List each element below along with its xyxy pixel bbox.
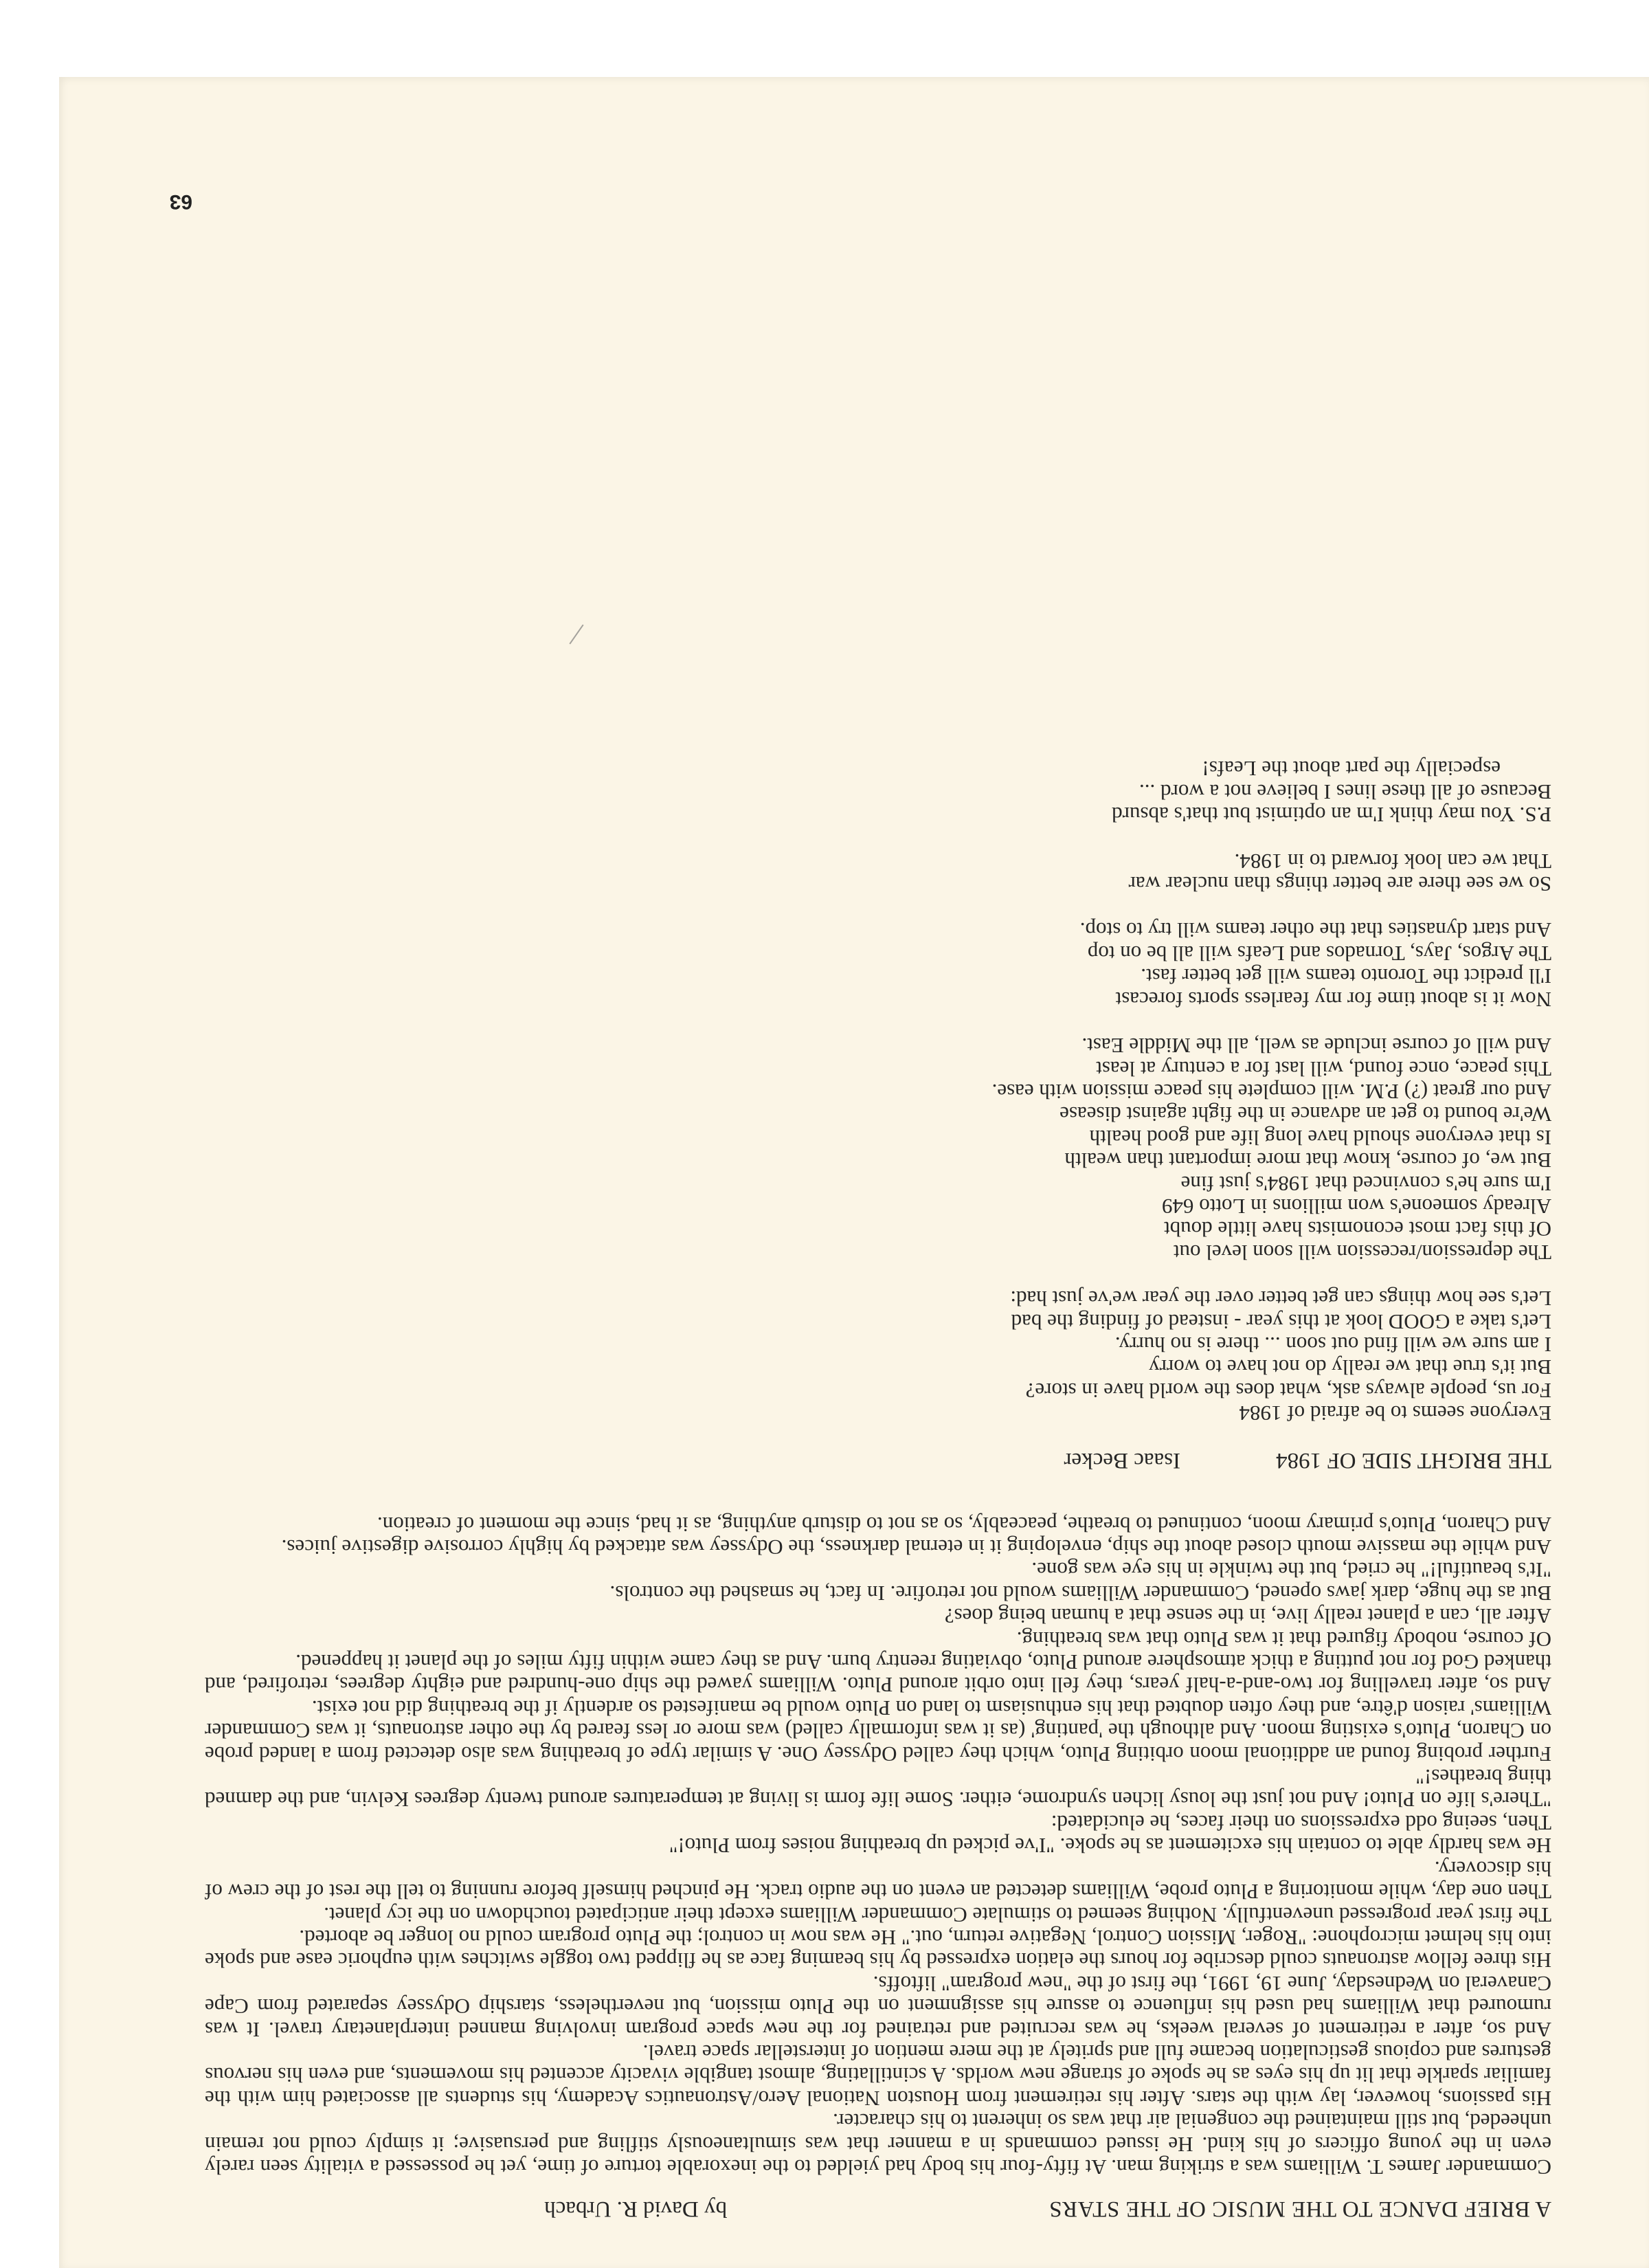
- poem-line: This peace, once found, will last for a century at least: [1096, 1056, 1551, 1081]
- poem-line: Let's see how things can get better over the year we've just had:: [1010, 1287, 1551, 1311]
- story-paragraph: His three fellow astronauts could describe for hours the elation expressed by his beaming face as he flipped two toggle switches with euphoric ease and spoke into his helmet microphone: "Roger, Mission Control, Negative return, out." He was now in control; the Pluto program could no longer be aborted.: [205, 1925, 1551, 1973]
- poem-line: Of this fact most economists have little doubt: [1164, 1217, 1551, 1242]
- story-paragraph: The first year progressed uneventfully. Nothing seemed to stimulate Commander Williams except their anticipated touchdown on the icy planet.: [324, 1902, 1551, 1927]
- story-paragraph: And Charon, Pluto's primary moon, continued to breathe, peaceably, so as not to disturb anything, as it had, since the moment of creation.: [377, 1512, 1551, 1537]
- story-paragraph: After all, can a planet really live, in the sense that a human being does?: [944, 1604, 1551, 1629]
- poem-stanza: [205, 849, 1551, 896]
- poem-line: I'll predict the Toronto teams will get better fast.: [1141, 964, 1551, 989]
- poem-line: And start dynasties that the other teams will try to stop.: [1079, 918, 1551, 943]
- poem-body: [205, 757, 1551, 1425]
- poem-line: For us, people always ask, what does the world have in store?: [1025, 1378, 1551, 1403]
- story-paragraph: He was hardly able to contain his excitement as he spoke. "I've picked up breathing noises from Pluto!": [669, 1834, 1551, 1858]
- poem-line: We're bound to get an advance in the fight against disease: [1059, 1102, 1551, 1127]
- page-number: 63: [169, 190, 192, 213]
- poem-line: Everyone seems to be afraid of 1984: [1239, 1401, 1551, 1426]
- story-paragraph: Further probing found an additional moon orbiting Pluto, which they called Odyssey One. A similar type of breathing was also detected from a landed probe on Charon, Pluto's existing moon. And although the 'panting' (as it was informally called) was more or less feared by the other astronauts, it was Commander Williams' raison d'être, and they often doubted that his enthusiasm to land on Pluto would be manifested so ardently if the breathing did not exist.: [205, 1696, 1551, 1766]
- poem-line: And will of course include as well, all the Middle East.: [1081, 1034, 1551, 1058]
- poem-line: Now it is about time for my fearless sports forecast: [1115, 987, 1551, 1012]
- poem-stanza: [205, 1287, 1551, 1425]
- page-content-rotated: [59, 77, 1649, 2268]
- poem-header: [205, 1441, 1551, 1474]
- poem-line: And our great (?) P.M. will complete his peace mission with ease.: [991, 1079, 1551, 1104]
- story-paragraph: But as the huge, dark jaws opened, Commander Williams would not retrofire. In fact, he smashed the controls.: [609, 1581, 1551, 1605]
- poem-line: But we, of course, know that more important than wealth: [1064, 1148, 1551, 1173]
- story-header: [205, 2190, 1551, 2220]
- poem-line: Because of all these lines I believe not a word ...: [1139, 779, 1551, 804]
- story-paragraph: And so, after travelling for two-and-a-half years, they fell into orbit around Pluto. Williams yawed the ship one-hundred and eighty degrees, retrofired, and thanked God for not putting a thick atmosphere around Pluto, obviating reentry burn. And as they came within fifty miles of the planet it happened.: [205, 1650, 1551, 1698]
- poem-author: Isaac Becker: [1064, 1448, 1180, 1474]
- story-paragraph: Then, seeing odd expressions on their faces, he elucidated:: [1051, 1810, 1551, 1835]
- story-paragraph: "It's beautiful!" he cried, but the twinkle in his eye was gone.: [1031, 1558, 1551, 1583]
- poem-line: So we see there are better things than nuclear war: [1128, 872, 1551, 897]
- story-author: by David R. Urbach: [544, 2197, 727, 2221]
- story-paragraph: Then one day, while monitoring a Pluto probe, Williams detected an event on the audio track. He pinched himself before running to tell the rest of the crew of his discovery.: [205, 1856, 1551, 1904]
- story-paragraph: "There's life on Pluto! And not just the lousy lichen syndrome, either. Some life form is living at temperatures around twenty degrees Kelvin, and the damned thing breathes!": [205, 1765, 1551, 1812]
- page-body: [205, 734, 1551, 2220]
- poem-line: I am sure we will find out soon ... there is no hurry.: [1114, 1333, 1551, 1357]
- story-title: A BRIEF DANCE TO THE MUSIC OF THE STARS: [1048, 2197, 1551, 2221]
- poem-line: That we can look forward to in 1984.: [1234, 849, 1551, 874]
- poem-line: The depression/recession will soon level out: [1173, 1240, 1551, 1265]
- poem-stanza: [205, 919, 1551, 1011]
- story-paragraph: And so, after a retirement of several weeks, he was recruited and retrained for the new space program involving manned interplanetary travel. It was rumoured that Williams had used his influence to assure his assignment on the Pluto mission, but nevertheless, starship Odyssey separated from Cape Canaveral on Wednesday, June 19, 1991, the first of the "new program" liftoffs.: [205, 1971, 1551, 2042]
- poem-line: The Argos, Jays, Tornados and Leafs will all be on top: [1087, 941, 1551, 966]
- story-paragraph: Commander James T. Williams was a striking man. At fifty-four his body had yielded to the inexorable torture of time, yet he possessed a vitality seen rarely even in the young officers of his kind. He issued commands in a manner that was simultaneously stifling and persuasive; it simply could not remain unheeded, but still maintained the congenial air that was so inherent to his character.: [205, 2109, 1551, 2179]
- story-paragraph: Of course, nobody figured that it was Pluto that was breathing.: [1016, 1627, 1551, 1652]
- poem-stanza: [205, 1034, 1551, 1264]
- poem-line: P.S. You may think I'm an optimist but that's absurd: [1112, 803, 1551, 827]
- poem-line: Let's take a GOOD look at this year - instead of finding the bad: [1011, 1309, 1551, 1334]
- story-paragraph: His passions, however, lay with the stars. After his retirement from Houston National Aero/Astronautics Academy, his students all associated him with the familiar sparkle that lit up his eyes as he spoke of strange new worlds. A scintillating, almost tangible vivacity accented his movements, and even his nervous gestures and copious gesticulation became full and spritely at the mere mention of interstellar space travel.: [205, 2040, 1551, 2111]
- scanned-page: [59, 77, 1649, 2268]
- poem-line: especially the part about the Leafs!: [1202, 757, 1501, 781]
- poem-line: I'm sure he's convinced that 1984's just fine: [1180, 1171, 1551, 1196]
- pencil-mark: [569, 625, 583, 645]
- poem-line: Is that everyone should have long life and good health: [1089, 1125, 1551, 1150]
- poem-line: Already someone's won millions in Lotto 649: [1162, 1194, 1551, 1219]
- story-paragraph: And while the massive mouth closed about the ship, enveloping it in eternal darkness, the Odyssey was attacked by highly corrosive digestive juices.: [281, 1535, 1551, 1560]
- poem-stanza: [205, 757, 1551, 826]
- poem-title: THE BRIGHT SIDE OF 1984: [1276, 1448, 1551, 1474]
- poem-line: But it's true that we really do not have to worry: [1149, 1355, 1551, 1380]
- story-text: [205, 1513, 1551, 2179]
